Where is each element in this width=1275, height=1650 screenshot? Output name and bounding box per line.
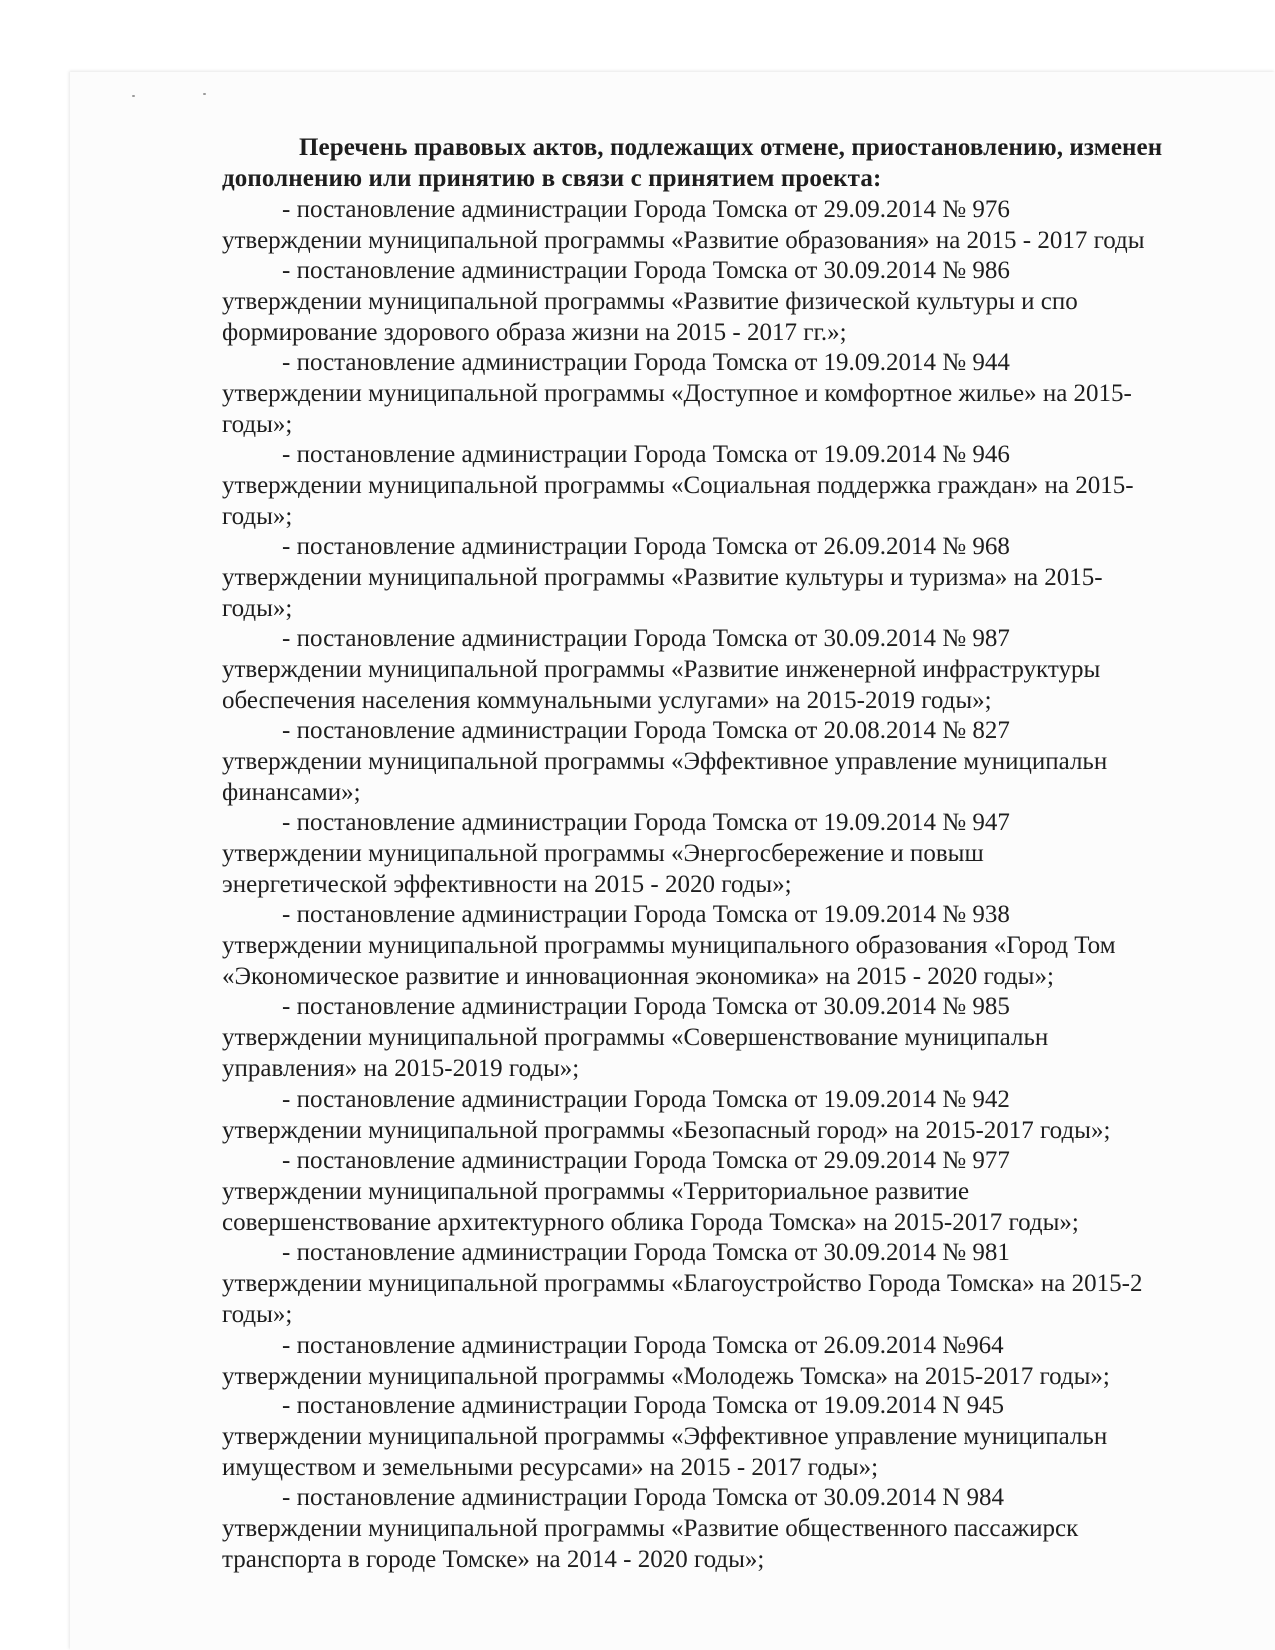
list-item-line: годы»; [222,411,293,438]
scanned-page [70,72,1275,1650]
list-item-line: управления» на 2015-2019 годы»; [222,1055,580,1082]
list-item-line: утверждении муниципальной программы «Эффективное управление муниципальн [222,748,1108,775]
list-item-line: - постановление администрации Города Томска от 30.09.2014 № 985 [282,993,1010,1020]
list-item [222,623,1275,716]
heading-line: Перечень правовых актов, подлежащих отмене, приостановлению, изменен [299,134,1163,161]
document-heading [222,132,1275,194]
list-item [222,531,1275,624]
list-item [222,899,1275,992]
list-item-line: формирование здорового образа жизни на 2015 - 2017 гг.»; [222,319,847,346]
list-item-line: утверждении муниципальной программы «Безопасный город» на 2015-2017 годы»; [222,1117,1111,1144]
list-item-line: утверждении муниципальной программы «Развитие общественного пассажирск [222,1515,1079,1542]
list-item [222,991,1275,1084]
document-body [70,72,1275,1650]
list-item [222,1084,1275,1146]
list-item-line: утверждении муниципальной программы «Социальная поддержка граждан» на 2015- [222,472,1134,499]
list-item-line: - постановление администрации Города Томска от 19.09.2014 № 947 [282,809,1010,836]
list-item [222,255,1275,348]
list-item-line: утверждении муниципальной программы «Развитие инженерной инфраструктуры [222,656,1101,683]
list-item [222,194,1275,256]
list-item-line: - постановление администрации Города Томска от 19.09.2014 № 944 [282,349,1010,376]
heading-line: дополнению или принятию в связи с принятием проекта: [222,165,882,192]
list-item-line: транспорта в городе Томске» на 2014 - 2020 годы»; [222,1546,765,1573]
list-item-line: утверждении муниципальной программы «Развитие образования» на 2015 - 2017 годы [222,227,1145,254]
list-item-line: годы»; [222,595,293,622]
list-item-line: - постановление администрации Города Томска от 19.09.2014 № 938 [282,901,1010,928]
list-item-line: - постановление администрации Города Томска от 19.09.2014 N 945 [282,1392,1005,1419]
list-item-line: обеспечения населения коммунальными услугами» на 2015-2019 годы»; [222,687,992,714]
list-item-line: утверждении муниципальной программы «Развитие физической культуры и спо [222,288,1078,315]
list-item [222,1390,1275,1483]
list-item-line: утверждении муниципальной программы «Молодежь Томска» на 2015-2017 годы»; [222,1363,1110,1390]
list-item-line: утверждении муниципальной программы «Развитие культуры и туризма» на 2015- [222,564,1103,591]
list-item-line: утверждении муниципальной программы «Доступное и комфортное жилье» на 2015- [222,380,1132,407]
list-item-line: - постановление администрации Города Томска от 30.09.2014 № 987 [282,625,1010,652]
list-item-line: утверждении муниципальной программы «Территориальное развитие [222,1178,970,1205]
list-item-line: - постановление администрации Города Томска от 19.09.2014 № 942 [282,1086,1010,1113]
list-item-line: - постановление администрации Города Томска от 30.09.2014 № 986 [282,257,1010,284]
list-item-line: финансами»; [222,779,361,806]
list-item [222,1237,1275,1330]
list-item [222,439,1275,532]
list-item-line: утверждении муниципальной программы «Энергосбережение и повыш [222,840,984,867]
list-item-line: годы»; [222,503,293,530]
list-item-line: - постановление администрации Города Томска от 26.09.2014 №964 [282,1332,1004,1359]
list-item-line: - постановление администрации Города Томска от 29.09.2014 № 977 [282,1147,1010,1174]
list-item [222,1145,1275,1238]
list-item [222,1330,1275,1392]
list-item-line: энергетической эффективности на 2015 - 2020 годы»; [222,871,792,898]
list-item-line: годы»; [222,1301,293,1328]
list-item-line: утверждении муниципальной программы «Совершенствование муниципальн [222,1024,1049,1051]
list-item-line: утверждении муниципальной программы «Эффективное управление муниципальн [222,1423,1108,1450]
list-item [222,807,1275,900]
list-item-line: «Экономическое развитие и инновационная экономика» на 2015 - 2020 годы»; [222,963,1054,990]
list-item-line: - постановление администрации Города Томска от 29.09.2014 № 976 [282,196,1010,223]
list-item [222,715,1275,808]
list-item [222,1482,1275,1575]
list-item-line: имуществом и земельными ресурсами» на 2015 - 2017 годы»; [222,1454,879,1481]
list-item-line: - постановление администрации Города Томска от 30.09.2014 N 984 [282,1484,1005,1511]
list-item-line: - постановление администрации Города Томска от 19.09.2014 № 946 [282,441,1010,468]
list-item [222,347,1275,440]
list-item-line: - постановление администрации Города Томска от 30.09.2014 № 981 [282,1239,1010,1266]
list-item-line: - постановление администрации Города Томска от 20.08.2014 № 827 [282,717,1010,744]
list-item-line: совершенствование архитектурного облика Города Томска» на 2015-2017 годы»; [222,1209,1079,1236]
list-item-line: - постановление администрации Города Томска от 26.09.2014 № 968 [282,533,1010,560]
list-item-line: утверждении муниципальной программы муниципального образования «Город Том [222,932,1116,959]
list-item-line: утверждении муниципальной программы «Благоустройство Города Томска» на 2015-2 [222,1270,1143,1297]
